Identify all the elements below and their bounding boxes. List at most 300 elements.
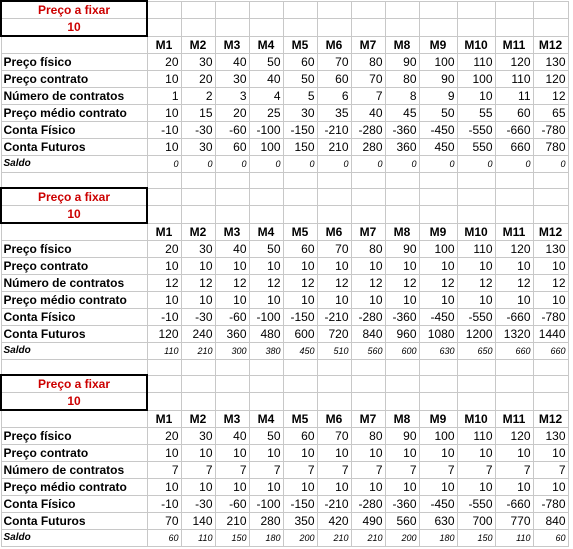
empty-cell[interactable]	[419, 19, 457, 37]
saldo-value[interactable]: 180	[419, 529, 457, 546]
value-cell[interactable]: 840	[533, 512, 568, 529]
value-cell[interactable]: -10	[147, 121, 181, 138]
empty-cell[interactable]	[495, 393, 533, 411]
value-cell[interactable]: 110	[457, 427, 495, 444]
value-cell[interactable]: -280	[351, 495, 385, 512]
empty-cell[interactable]	[385, 188, 419, 206]
saldo-value[interactable]: 200	[385, 529, 419, 546]
value-cell[interactable]: -280	[351, 121, 385, 138]
value-cell[interactable]: 10	[317, 478, 351, 495]
empty-cell[interactable]	[249, 393, 283, 411]
value-cell[interactable]: -100	[249, 121, 283, 138]
empty-cell[interactable]	[385, 359, 419, 375]
value-cell[interactable]: 70	[317, 240, 351, 257]
value-cell[interactable]: 90	[419, 70, 457, 87]
value-cell[interactable]: 12	[533, 274, 568, 291]
value-cell[interactable]: 140	[181, 512, 215, 529]
value-cell[interactable]: -10	[147, 308, 181, 325]
empty-cell[interactable]	[215, 188, 249, 206]
empty-cell[interactable]	[147, 206, 181, 224]
empty-cell[interactable]	[147, 1, 181, 19]
value-cell[interactable]: 10	[457, 87, 495, 104]
value-cell[interactable]: 10	[147, 104, 181, 121]
value-cell[interactable]: 40	[351, 104, 385, 121]
value-cell[interactable]: 10	[495, 257, 533, 274]
value-cell[interactable]: 10	[147, 291, 181, 308]
value-cell[interactable]: 80	[351, 240, 385, 257]
empty-cell[interactable]	[147, 375, 181, 393]
value-cell[interactable]: -360	[385, 121, 419, 138]
value-cell[interactable]: 10	[419, 291, 457, 308]
value-cell[interactable]: 7	[317, 461, 351, 478]
empty-cell[interactable]	[457, 359, 495, 375]
saldo-value[interactable]: 650	[457, 342, 495, 359]
value-cell[interactable]: 1080	[419, 325, 457, 342]
value-cell[interactable]: 20	[215, 104, 249, 121]
value-cell[interactable]: 490	[351, 512, 385, 529]
empty-cell[interactable]	[419, 172, 457, 188]
value-cell[interactable]: 350	[283, 512, 317, 529]
empty-cell[interactable]	[283, 206, 317, 224]
value-cell[interactable]: 35	[317, 104, 351, 121]
empty-cell[interactable]	[385, 1, 419, 19]
empty-cell[interactable]	[215, 359, 249, 375]
value-cell[interactable]: 1	[147, 87, 181, 104]
value-cell[interactable]: 100	[419, 240, 457, 257]
value-cell[interactable]: 360	[215, 325, 249, 342]
value-cell[interactable]: 10	[215, 257, 249, 274]
value-cell[interactable]: 40	[249, 70, 283, 87]
value-cell[interactable]: 10	[351, 291, 385, 308]
value-cell[interactable]: 12	[533, 87, 568, 104]
value-cell[interactable]: 120	[495, 427, 533, 444]
value-cell[interactable]: 7	[351, 87, 385, 104]
value-cell[interactable]: 12	[457, 274, 495, 291]
value-cell[interactable]: 10	[249, 257, 283, 274]
value-cell[interactable]: -450	[419, 495, 457, 512]
value-cell[interactable]: 10	[283, 257, 317, 274]
value-cell[interactable]: -210	[317, 495, 351, 512]
value-cell[interactable]: 10	[419, 444, 457, 461]
empty-cell[interactable]	[419, 393, 457, 411]
value-cell[interactable]: 10	[181, 444, 215, 461]
empty-cell[interactable]	[283, 19, 317, 37]
saldo-value[interactable]: 200	[283, 529, 317, 546]
value-cell[interactable]: 660	[495, 138, 533, 155]
empty-cell[interactable]	[495, 172, 533, 188]
value-cell[interactable]: 7	[249, 461, 283, 478]
value-cell[interactable]: 10	[283, 478, 317, 495]
value-cell[interactable]: 10	[351, 478, 385, 495]
value-cell[interactable]: 10	[385, 478, 419, 495]
saldo-value[interactable]: 0	[283, 155, 317, 172]
saldo-value[interactable]: 110	[495, 529, 533, 546]
empty-cell[interactable]	[317, 188, 351, 206]
empty-cell[interactable]	[495, 206, 533, 224]
value-cell[interactable]: 10	[457, 478, 495, 495]
empty-cell[interactable]	[533, 1, 568, 19]
value-cell[interactable]: 30	[283, 104, 317, 121]
value-cell[interactable]: -30	[181, 308, 215, 325]
value-cell[interactable]: -660	[495, 495, 533, 512]
empty-cell[interactable]	[457, 1, 495, 19]
value-cell[interactable]: 770	[495, 512, 533, 529]
empty-cell[interactable]	[181, 172, 215, 188]
value-cell[interactable]: 10	[249, 291, 283, 308]
saldo-value[interactable]: 0	[495, 155, 533, 172]
empty-cell[interactable]	[495, 375, 533, 393]
saldo-value[interactable]: 60	[533, 529, 568, 546]
value-cell[interactable]: 50	[249, 427, 283, 444]
value-cell[interactable]: 20	[147, 53, 181, 70]
value-cell[interactable]: 60	[283, 427, 317, 444]
empty-cell[interactable]	[215, 1, 249, 19]
value-cell[interactable]: -550	[457, 308, 495, 325]
saldo-value[interactable]: 0	[317, 155, 351, 172]
value-cell[interactable]: 10	[147, 478, 181, 495]
value-cell[interactable]: 10	[181, 478, 215, 495]
empty-cell[interactable]	[215, 393, 249, 411]
saldo-value[interactable]: 0	[419, 155, 457, 172]
value-cell[interactable]: 60	[283, 53, 317, 70]
empty-cell[interactable]	[249, 172, 283, 188]
value-cell[interactable]: 110	[457, 53, 495, 70]
empty-cell[interactable]	[495, 359, 533, 375]
value-cell[interactable]: 210	[215, 512, 249, 529]
empty-cell[interactable]	[317, 359, 351, 375]
value-cell[interactable]: 100	[249, 138, 283, 155]
value-cell[interactable]: 7	[457, 461, 495, 478]
value-cell[interactable]: 3	[215, 87, 249, 104]
value-cell[interactable]: 12	[317, 274, 351, 291]
empty-cell[interactable]	[533, 206, 568, 224]
value-cell[interactable]: -150	[283, 121, 317, 138]
value-cell[interactable]: 630	[419, 512, 457, 529]
price-value[interactable]: 10	[1, 19, 147, 37]
value-cell[interactable]: -280	[351, 308, 385, 325]
saldo-value[interactable]: 0	[147, 155, 181, 172]
value-cell[interactable]: 45	[385, 104, 419, 121]
empty-cell[interactable]	[181, 206, 215, 224]
value-cell[interactable]: 10	[317, 444, 351, 461]
value-cell[interactable]: 150	[283, 138, 317, 155]
value-cell[interactable]: 480	[249, 325, 283, 342]
empty-cell[interactable]	[457, 206, 495, 224]
value-cell[interactable]: -450	[419, 308, 457, 325]
value-cell[interactable]: 30	[181, 138, 215, 155]
empty-cell[interactable]	[147, 172, 181, 188]
saldo-value[interactable]: 510	[317, 342, 351, 359]
value-cell[interactable]: 130	[533, 427, 568, 444]
value-cell[interactable]: 110	[495, 70, 533, 87]
value-cell[interactable]: -550	[457, 121, 495, 138]
value-cell[interactable]: 40	[215, 53, 249, 70]
empty-cell[interactable]	[385, 206, 419, 224]
value-cell[interactable]: 8	[385, 87, 419, 104]
value-cell[interactable]: 5	[283, 87, 317, 104]
empty-cell[interactable]	[1, 359, 147, 375]
value-cell[interactable]: -60	[215, 121, 249, 138]
empty-cell[interactable]	[351, 359, 385, 375]
value-cell[interactable]: -210	[317, 308, 351, 325]
value-cell[interactable]: 12	[351, 274, 385, 291]
value-cell[interactable]: 90	[385, 53, 419, 70]
value-cell[interactable]: -10	[147, 495, 181, 512]
empty-cell[interactable]	[351, 19, 385, 37]
empty-cell[interactable]	[533, 172, 568, 188]
value-cell[interactable]: 10	[351, 257, 385, 274]
empty-cell[interactable]	[249, 359, 283, 375]
value-cell[interactable]: -60	[215, 495, 249, 512]
saldo-value[interactable]: 0	[385, 155, 419, 172]
empty-cell[interactable]	[147, 19, 181, 37]
empty-cell[interactable]	[249, 188, 283, 206]
value-cell[interactable]: 10	[533, 444, 568, 461]
empty-cell[interactable]	[533, 393, 568, 411]
header-blank-cell[interactable]	[1, 36, 147, 53]
empty-cell[interactable]	[351, 188, 385, 206]
value-cell[interactable]: 70	[317, 427, 351, 444]
value-cell[interactable]: -780	[533, 121, 568, 138]
value-cell[interactable]: 10	[249, 478, 283, 495]
value-cell[interactable]: 7	[495, 461, 533, 478]
saldo-value[interactable]: 110	[147, 342, 181, 359]
empty-cell[interactable]	[351, 375, 385, 393]
empty-cell[interactable]	[147, 359, 181, 375]
empty-cell[interactable]	[317, 172, 351, 188]
value-cell[interactable]: 80	[351, 53, 385, 70]
saldo-value[interactable]: 150	[215, 529, 249, 546]
header-blank-cell[interactable]	[1, 223, 147, 240]
value-cell[interactable]: 80	[385, 70, 419, 87]
value-cell[interactable]: 10	[457, 444, 495, 461]
saldo-value[interactable]: 210	[351, 529, 385, 546]
value-cell[interactable]: 40	[215, 240, 249, 257]
value-cell[interactable]: 50	[283, 70, 317, 87]
empty-cell[interactable]	[215, 375, 249, 393]
value-cell[interactable]: 600	[283, 325, 317, 342]
value-cell[interactable]: 7	[147, 461, 181, 478]
value-cell[interactable]: 30	[215, 70, 249, 87]
value-cell[interactable]: 10	[419, 478, 457, 495]
saldo-value[interactable]: 560	[351, 342, 385, 359]
value-cell[interactable]: 130	[533, 240, 568, 257]
value-cell[interactable]: 25	[249, 104, 283, 121]
saldo-value[interactable]: 660	[533, 342, 568, 359]
empty-cell[interactable]	[419, 359, 457, 375]
empty-cell[interactable]	[457, 375, 495, 393]
value-cell[interactable]: 550	[457, 138, 495, 155]
empty-cell[interactable]	[533, 188, 568, 206]
value-cell[interactable]: -30	[181, 121, 215, 138]
value-cell[interactable]: 60	[495, 104, 533, 121]
price-value[interactable]: 10	[1, 393, 147, 411]
value-cell[interactable]: 20	[147, 427, 181, 444]
value-cell[interactable]: 40	[215, 427, 249, 444]
saldo-value[interactable]: 0	[249, 155, 283, 172]
value-cell[interactable]: 60	[317, 70, 351, 87]
value-cell[interactable]: -780	[533, 495, 568, 512]
empty-cell[interactable]	[419, 206, 457, 224]
value-cell[interactable]: 7	[351, 461, 385, 478]
value-cell[interactable]: 840	[351, 325, 385, 342]
value-cell[interactable]: -60	[215, 308, 249, 325]
value-cell[interactable]: 10	[351, 444, 385, 461]
value-cell[interactable]: 10	[147, 444, 181, 461]
empty-cell[interactable]	[317, 375, 351, 393]
value-cell[interactable]: 450	[419, 138, 457, 155]
value-cell[interactable]: 420	[317, 512, 351, 529]
value-cell[interactable]: 10	[215, 444, 249, 461]
value-cell[interactable]: 10	[419, 257, 457, 274]
saldo-value[interactable]: 630	[419, 342, 457, 359]
value-cell[interactable]: 100	[419, 427, 457, 444]
empty-cell[interactable]	[283, 393, 317, 411]
value-cell[interactable]: 12	[249, 274, 283, 291]
value-cell[interactable]: 10	[215, 478, 249, 495]
value-cell[interactable]: 10	[249, 444, 283, 461]
empty-cell[interactable]	[419, 1, 457, 19]
empty-cell[interactable]	[385, 172, 419, 188]
empty-cell[interactable]	[317, 393, 351, 411]
value-cell[interactable]: 50	[249, 240, 283, 257]
value-cell[interactable]: 10	[385, 257, 419, 274]
empty-cell[interactable]	[457, 19, 495, 37]
empty-cell[interactable]	[283, 359, 317, 375]
value-cell[interactable]: 9	[419, 87, 457, 104]
value-cell[interactable]: 280	[249, 512, 283, 529]
value-cell[interactable]: 10	[495, 291, 533, 308]
saldo-value[interactable]: 60	[147, 529, 181, 546]
value-cell[interactable]: 120	[495, 240, 533, 257]
value-cell[interactable]: 1200	[457, 325, 495, 342]
value-cell[interactable]: 120	[147, 325, 181, 342]
saldo-value[interactable]: 210	[317, 529, 351, 546]
value-cell[interactable]: 20	[147, 240, 181, 257]
value-cell[interactable]: 120	[495, 53, 533, 70]
value-cell[interactable]: 360	[385, 138, 419, 155]
empty-cell[interactable]	[495, 188, 533, 206]
value-cell[interactable]: 10	[533, 291, 568, 308]
empty-cell[interactable]	[283, 188, 317, 206]
value-cell[interactable]: 10	[283, 444, 317, 461]
saldo-value[interactable]: 0	[351, 155, 385, 172]
value-cell[interactable]: -780	[533, 308, 568, 325]
empty-cell[interactable]	[283, 1, 317, 19]
empty-cell[interactable]	[181, 188, 215, 206]
empty-cell[interactable]	[351, 393, 385, 411]
value-cell[interactable]: 280	[351, 138, 385, 155]
value-cell[interactable]: 30	[181, 240, 215, 257]
empty-cell[interactable]	[385, 375, 419, 393]
value-cell[interactable]: 12	[283, 274, 317, 291]
value-cell[interactable]: -360	[385, 308, 419, 325]
empty-cell[interactable]	[249, 1, 283, 19]
value-cell[interactable]: -30	[181, 495, 215, 512]
value-cell[interactable]: 90	[385, 427, 419, 444]
value-cell[interactable]: 7	[215, 461, 249, 478]
empty-cell[interactable]	[385, 393, 419, 411]
value-cell[interactable]: 12	[385, 274, 419, 291]
value-cell[interactable]: 10	[147, 257, 181, 274]
value-cell[interactable]: 50	[249, 53, 283, 70]
saldo-value[interactable]: 450	[283, 342, 317, 359]
value-cell[interactable]: 6	[317, 87, 351, 104]
empty-cell[interactable]	[533, 359, 568, 375]
value-cell[interactable]: 780	[533, 138, 568, 155]
empty-cell[interactable]	[385, 19, 419, 37]
empty-cell[interactable]	[351, 1, 385, 19]
value-cell[interactable]: 90	[385, 240, 419, 257]
saldo-value[interactable]: 110	[181, 529, 215, 546]
value-cell[interactable]: 7	[419, 461, 457, 478]
value-cell[interactable]: 10	[533, 478, 568, 495]
header-blank-cell[interactable]	[1, 410, 147, 427]
value-cell[interactable]: 10	[181, 257, 215, 274]
value-cell[interactable]: 11	[495, 87, 533, 104]
value-cell[interactable]: 7	[533, 461, 568, 478]
empty-cell[interactable]	[215, 172, 249, 188]
saldo-value[interactable]: 0	[215, 155, 249, 172]
value-cell[interactable]: 12	[147, 274, 181, 291]
value-cell[interactable]: 110	[457, 240, 495, 257]
empty-cell[interactable]	[457, 172, 495, 188]
empty-cell[interactable]	[317, 19, 351, 37]
empty-cell[interactable]	[351, 206, 385, 224]
value-cell[interactable]: 700	[457, 512, 495, 529]
value-cell[interactable]: -660	[495, 308, 533, 325]
value-cell[interactable]: 1440	[533, 325, 568, 342]
value-cell[interactable]: 10	[385, 444, 419, 461]
value-cell[interactable]: 60	[215, 138, 249, 155]
value-cell[interactable]: -100	[249, 308, 283, 325]
value-cell[interactable]: 130	[533, 53, 568, 70]
value-cell[interactable]: 60	[283, 240, 317, 257]
empty-cell[interactable]	[419, 375, 457, 393]
saldo-value[interactable]: 660	[495, 342, 533, 359]
empty-cell[interactable]	[317, 1, 351, 19]
value-cell[interactable]: 4	[249, 87, 283, 104]
value-cell[interactable]: 70	[351, 70, 385, 87]
value-cell[interactable]: 15	[181, 104, 215, 121]
empty-cell[interactable]	[283, 172, 317, 188]
value-cell[interactable]: 50	[419, 104, 457, 121]
saldo-value[interactable]: 0	[457, 155, 495, 172]
value-cell[interactable]: 210	[317, 138, 351, 155]
saldo-value[interactable]: 150	[457, 529, 495, 546]
value-cell[interactable]: 10	[385, 291, 419, 308]
value-cell[interactable]: -150	[283, 495, 317, 512]
value-cell[interactable]: 70	[147, 512, 181, 529]
value-cell[interactable]: -100	[249, 495, 283, 512]
empty-cell[interactable]	[215, 19, 249, 37]
value-cell[interactable]: -550	[457, 495, 495, 512]
empty-cell[interactable]	[249, 375, 283, 393]
value-cell[interactable]: 12	[419, 274, 457, 291]
value-cell[interactable]: 7	[283, 461, 317, 478]
value-cell[interactable]: 1320	[495, 325, 533, 342]
value-cell[interactable]: -150	[283, 308, 317, 325]
empty-cell[interactable]	[419, 188, 457, 206]
value-cell[interactable]: 10	[147, 70, 181, 87]
empty-cell[interactable]	[351, 172, 385, 188]
saldo-value[interactable]: 210	[181, 342, 215, 359]
value-cell[interactable]: 65	[533, 104, 568, 121]
value-cell[interactable]: -450	[419, 121, 457, 138]
value-cell[interactable]: 70	[317, 53, 351, 70]
empty-cell[interactable]	[457, 188, 495, 206]
empty-cell[interactable]	[533, 19, 568, 37]
